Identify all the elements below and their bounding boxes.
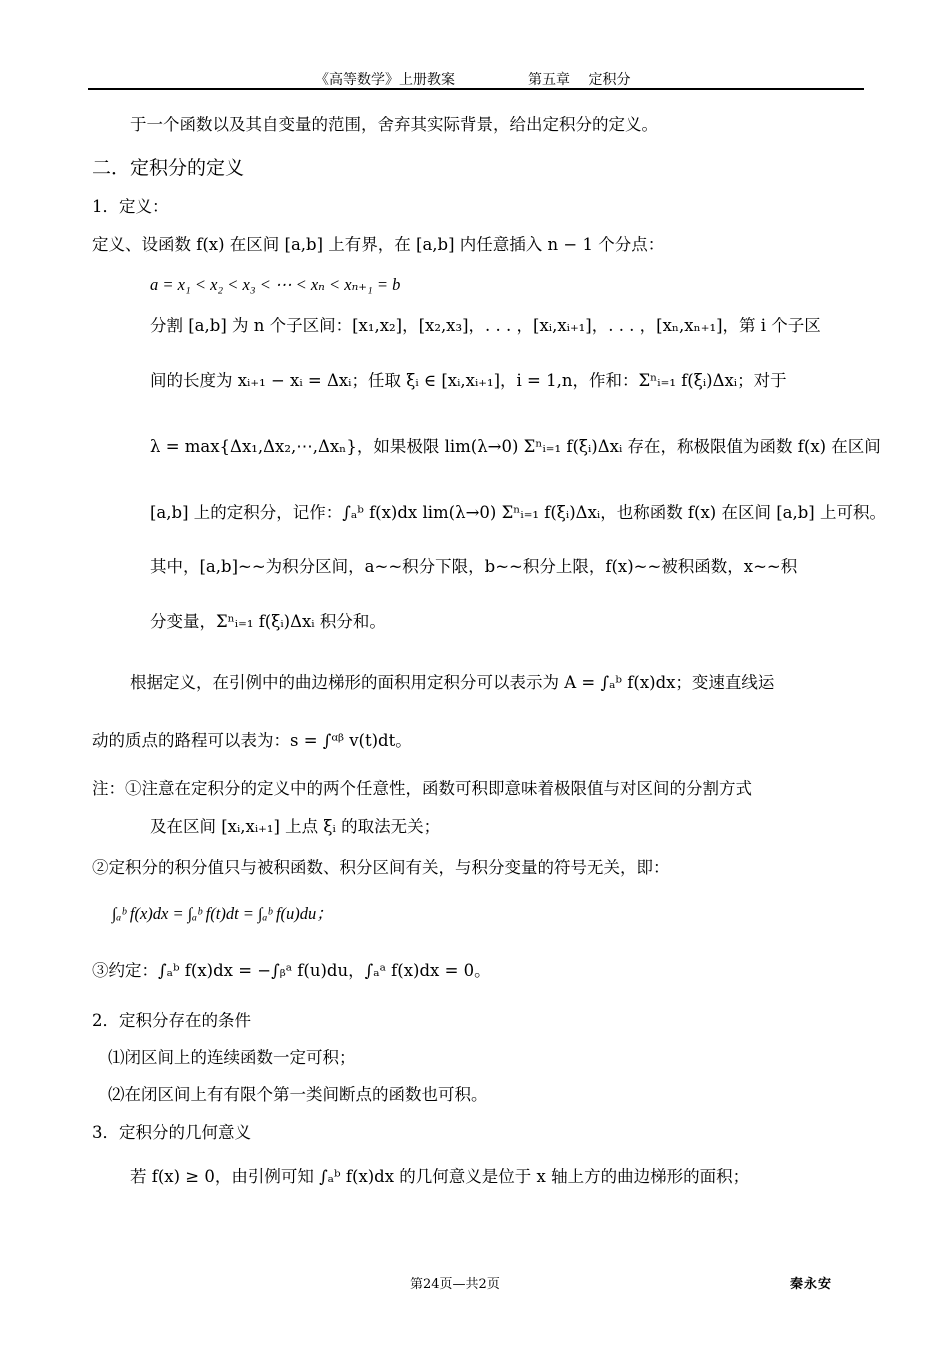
definition-line-1: 定义、设函数 f(x) 在区间 [a,b] 上有界，在 [a,b] 内任意插入 n − 1 个分点： [92,235,665,254]
definition-line-2: 分割 [a,b] 为 n 个子区间：[x₁,x₂]，[x₂,x₃]，. . . ，[xᵢ,xᵢ₊₁]，. . . ，[xₙ,xₙ₊₁]，第 i 个子区 [150,316,821,335]
author-name: 秦永安 [790,1277,833,1292]
definition-line-5: [a,b] 上的定积分，记作：∫ₐᵇ f(x)dx lim(λ→0) Σⁿᵢ₌₁ f(ξᵢ)Δxᵢ，也称函数 f(x) 在区间 [a,b] 上可积。 [150,503,886,522]
header-rule [88,88,864,90]
definition-line-6: 其中，[a,b]~~为积分区间，a~~积分下限，b~~积分上限，f(x)~~被积函数，x~~积 [150,557,798,576]
note-3: ③约定：∫ₐᵇ f(x)dx = −∫ᵦᵃ f(u)du，∫ₐᵃ f(x)dx = 0。 [92,961,491,980]
subsection-geometry: 3．定积分的几何意义 [92,1123,251,1142]
section-title: 二．定积分的定义 [92,157,245,179]
intro-text: 于一个函数以及其自变量的范围，舍弃其实际背景，给出定积分的定义。 [130,115,658,134]
condition-1: ⑴闭区间上的连续函数一定可积； [108,1048,356,1067]
note-2-formula: ∫ₐᵇ f(x)dx = ∫ₐᵇ f(t)dt = ∫ₐᵇ f(u)du； [112,904,333,923]
header-book-title: 《高等数学》上册教案 [315,72,455,88]
note-1-line-1: 注：①注意在定积分的定义中的两个任意性，函数可积即意味着极限值与对区间的分割方式 [92,779,752,798]
definition-line-7: 分变量，Σⁿᵢ₌₁ f(ξᵢ)Δxᵢ 积分和。 [150,612,386,631]
definition-line-3: 间的长度为 xᵢ₊₁ − xᵢ = Δxᵢ；任取 ξᵢ ∈ [xᵢ,xᵢ₊₁]，i = 1,n，作和：Σⁿᵢ₌₁ f(ξᵢ)Δxᵢ；对于 [150,371,787,390]
definition-line-4: λ = max{Δx₁,Δx₂,⋯,Δxₙ}，如果极限 lim(λ→0) Σⁿᵢ₌₁ f(ξᵢ)Δxᵢ 存在，称极限值为函数 f(x) 在区间 [150,437,881,456]
geometric-meaning-line: 若 f(x) ≥ 0，由引例可知 ∫ₐᵇ f(x)dx 的几何意义是位于 x 轴上方的曲边梯形的面积； [130,1167,750,1186]
subsection-definition: 1．定义： [92,197,169,216]
area-paragraph-line-2: 动的质点的路程可以表为：s = ∫ᵅᵝ v(t)dt。 [92,731,412,750]
condition-2: ⑵在闭区间上有有限个第一类间断点的函数也可积。 [108,1085,488,1104]
subsection-existence: 2．定积分存在的条件 [92,1011,251,1030]
page-number: 第24页—共2页 [410,1277,500,1292]
area-paragraph-line-1: 根据定义，在引例中的曲边梯形的面积用定积分可以表示为 A = ∫ₐᵇ f(x)dx；变速直线运 [130,673,775,692]
note-2-line-1: ②定积分的积分值只与被积函数、积分区间有关，与积分变量的符号无关，即： [92,858,670,877]
note-1-line-2: 及在区间 [xᵢ,xᵢ₊₁] 上点 ξᵢ 的取法无关； [150,817,441,836]
header-chapter: 第五章 定积分 [528,72,631,88]
partition-formula: a = x₁ < x₂ < x₃ < ⋯ < xₙ < xₙ₊₁ = b [150,275,401,294]
